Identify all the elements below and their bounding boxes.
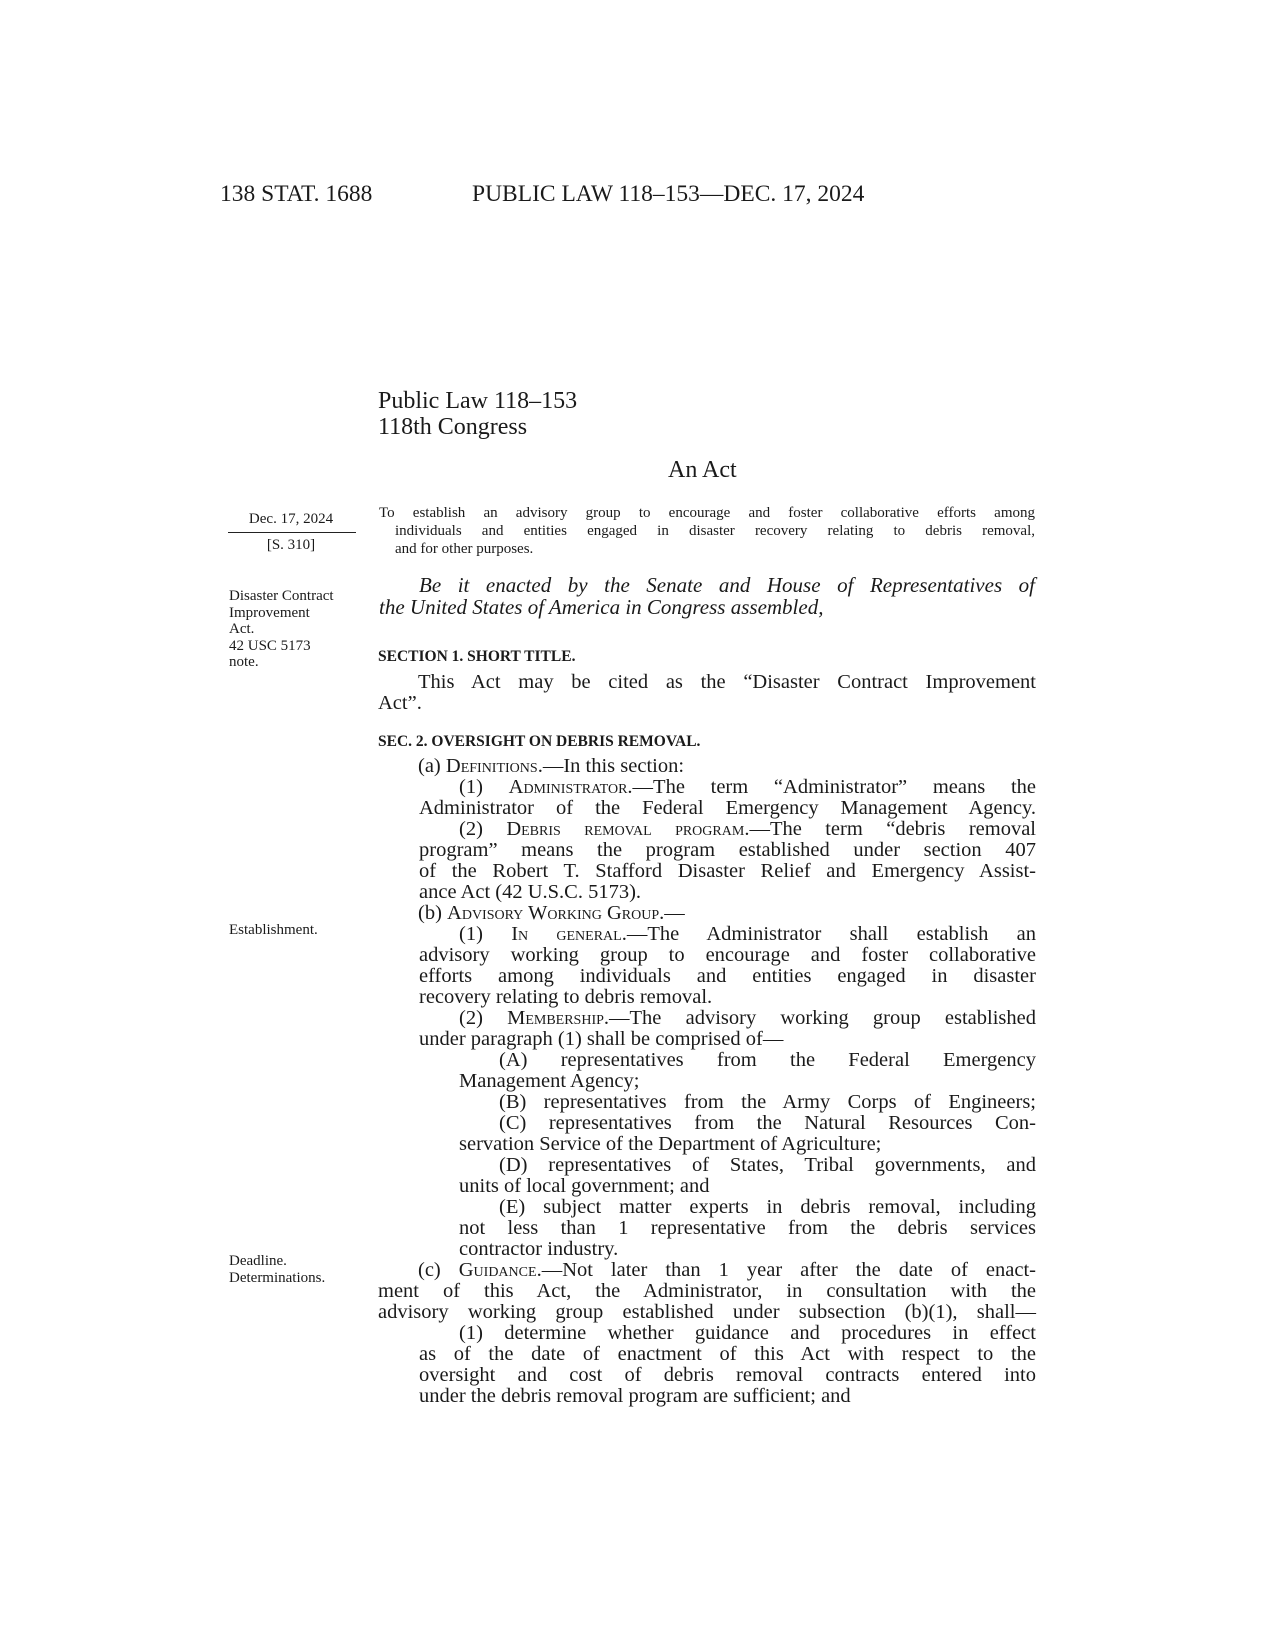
- heading-term: Definitions: [445, 755, 538, 777]
- label: (2): [459, 818, 507, 840]
- margin-note-short-title: [229, 588, 334, 671]
- margin-note-line: Act.: [229, 621, 255, 637]
- heading-term: Administrator: [508, 776, 628, 798]
- text-line: Administrator of the Federal Emergency Management Agency.: [419, 797, 1036, 819]
- label: (1): [459, 923, 512, 945]
- subsection-c: [378, 1260, 1036, 1281]
- text: .—Not later than 1 year after the date of enact-: [536, 1259, 1036, 1281]
- subsection-a: [378, 756, 1036, 777]
- text-line: not less than 1 representative from the debris services: [459, 1217, 1036, 1239]
- text-line: of the Robert T. Stafford Disaster Relief and Emergency Assist-: [419, 860, 1036, 882]
- enacting-line: the United States of America in Congress assembled,: [379, 595, 824, 619]
- text-line: Act”.: [378, 692, 422, 714]
- section-2-heading: SEC. 2. OVERSIGHT ON DEBRIS REMOVAL.: [378, 733, 701, 750]
- text-line: advisory working group established under subsection (b)(1), shall—: [378, 1301, 1036, 1323]
- margin-note-line: 42 USC 5173: [229, 637, 311, 654]
- text-line: ment of this Act, the Administrator, in consultation with the: [378, 1280, 1036, 1302]
- text-line: as of the date of enactment of this Act with respect to the: [419, 1343, 1036, 1365]
- text-line: under paragraph (1) shall be comprised of—: [419, 1028, 784, 1050]
- text-line: Management Agency;: [459, 1070, 640, 1092]
- enacting-line: Be it enacted by the Senate and House of Representatives of: [419, 573, 1035, 597]
- paragraph-a2: [378, 819, 1036, 840]
- text-line: advisory working group to encourage and foster collaborative: [419, 944, 1036, 966]
- purpose-line: To establish an advisory group to encourage and foster collaborative efforts among: [379, 505, 1035, 521]
- label: (c): [418, 1259, 459, 1281]
- section-1-heading: SECTION 1. SHORT TITLE.: [378, 648, 576, 665]
- text-line: recovery relating to debris removal.: [419, 986, 713, 1008]
- heading-term: Guidance: [458, 1259, 537, 1281]
- clause-b: (B) representatives from the Army Corps of Engineers;: [499, 1091, 1036, 1113]
- text-line: under the debris removal program are sufficient; and: [419, 1385, 851, 1407]
- margin-date: Dec. 17, 2024: [248, 511, 334, 527]
- congress-number: 118th Congress: [378, 414, 528, 440]
- purpose-line: individuals and entities engaged in disaster recovery relating to debris removal,: [395, 523, 1035, 539]
- clause-d: (D) representatives of States, Tribal governments, and: [499, 1154, 1036, 1176]
- text: .—The Administrator shall establish an: [621, 923, 1037, 945]
- margin-note-establishment: Establishment.: [229, 922, 318, 938]
- label: (a): [418, 755, 446, 777]
- section-2-text: [378, 756, 1036, 1407]
- paragraph-b1: [378, 924, 1036, 945]
- label: (1): [459, 776, 509, 798]
- text: .—The term “Administrator” means the: [627, 776, 1036, 798]
- margin-note-line: Determinations.: [229, 1269, 326, 1286]
- clause-e: (E) subject matter experts in debris removal, including: [499, 1196, 1036, 1218]
- text-line: This Act may be cited as the “Disaster Contract Improvement: [418, 671, 1036, 693]
- text: .—: [659, 902, 685, 924]
- subsection-b: [378, 903, 1036, 924]
- heading-term: In general: [511, 923, 622, 945]
- act-purpose: [379, 504, 1035, 558]
- margin-note-deadline: [229, 1253, 325, 1286]
- text: .—The term “debris removal: [744, 818, 1036, 840]
- paragraph-c1: (1) determine whether guidance and procedures in effect: [459, 1322, 1036, 1344]
- margin-note-line: note.: [229, 654, 259, 670]
- heading-term: Advisory Working Group: [447, 902, 660, 924]
- margin-note-line: Deadline.: [229, 1253, 287, 1269]
- margin-bill-number: [S. 310]: [266, 537, 316, 553]
- paragraph-b2: [378, 1008, 1036, 1029]
- act-title: An Act: [668, 457, 737, 483]
- clause-a: (A) representatives from the Federal Emergency: [499, 1049, 1036, 1071]
- text: .—In this section:: [537, 755, 685, 777]
- running-header-title: PUBLIC LAW 118–153—DEC. 17, 2024: [472, 181, 865, 207]
- text-line: contractor industry.: [459, 1238, 619, 1260]
- public-law-number: Public Law 118–153: [378, 388, 578, 414]
- text-line: efforts among individuals and entities engaged in disaster: [419, 965, 1036, 987]
- label: (b): [418, 902, 448, 924]
- enacting-clause: [379, 574, 1035, 618]
- purpose-line: and for other purposes.: [395, 541, 534, 557]
- text-line: ance Act (42 U.S.C. 5173).: [419, 881, 642, 903]
- margin-note-line: Improvement: [229, 604, 310, 621]
- heading-term: Membership: [507, 1007, 604, 1029]
- text-line: program” means the program established under section 407: [419, 839, 1036, 861]
- text-line: units of local government; and: [459, 1175, 710, 1197]
- text-line: servation Service of the Department of Agriculture;: [459, 1133, 882, 1155]
- label: (2): [459, 1007, 508, 1029]
- clause-c: (C) representatives from the Natural Resources Con-: [499, 1112, 1036, 1134]
- margin-divider: [228, 532, 356, 533]
- margin-note-line: Disaster Contract: [229, 588, 334, 604]
- text-line: oversight and cost of debris removal contracts entered into: [419, 1364, 1036, 1386]
- heading-term: Debris removal program: [506, 818, 745, 840]
- paragraph-a1: [378, 777, 1036, 798]
- text: .—The advisory working group established: [603, 1007, 1036, 1029]
- page-stat-citation: 138 STAT. 1688: [220, 181, 373, 207]
- section-1-text: [378, 672, 1036, 714]
